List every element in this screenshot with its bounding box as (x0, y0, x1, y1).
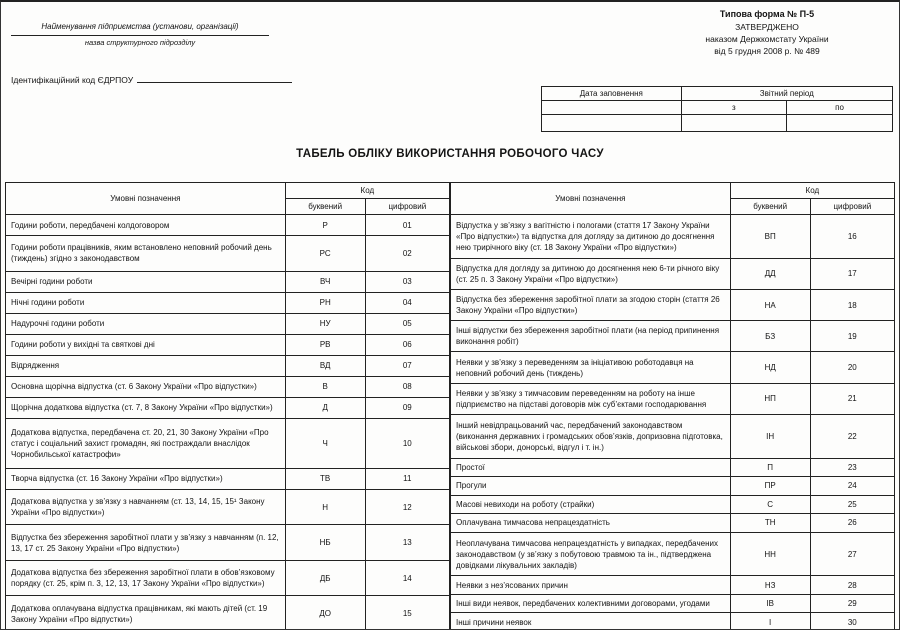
legend-row (6, 271, 450, 292)
designation-label: Вечірні години роботи (6, 271, 286, 292)
approved-order: наказом Держкомстату України (705, 34, 829, 44)
legend-row (451, 321, 895, 352)
approval-block (643, 8, 891, 57)
numeric-code: 21 (810, 383, 894, 414)
legend-row (451, 215, 895, 259)
numeric-code: 20 (810, 352, 894, 383)
code-header: Код (285, 183, 449, 199)
designation-label: Додаткова відпустка, передбачена ст. 20, 21, 30 Закону України «Про статус і соціальний захист громадян, які постраждали внаслідок Чорнобильської катастрофи» (6, 418, 286, 468)
legend-row (451, 477, 895, 495)
fill-date-header: Дата заповнення (542, 87, 682, 101)
numeric-code: 28 (810, 576, 894, 594)
numeric-code: 29 (810, 594, 894, 612)
legend-row (451, 383, 895, 414)
legend-row (451, 514, 895, 532)
numeric-code-header: цифровий (810, 199, 894, 215)
designation-label: Надурочні години роботи (6, 313, 286, 334)
numeric-code: 27 (810, 532, 894, 576)
legend-row (6, 236, 450, 272)
letter-code: ДД (730, 258, 810, 289)
numeric-code: 08 (365, 376, 449, 397)
numeric-code: 06 (365, 334, 449, 355)
letter-code: В (285, 376, 365, 397)
legend-row (6, 292, 450, 313)
legend-row (451, 594, 895, 612)
letter-code: НА (730, 290, 810, 321)
numeric-code: 19 (810, 321, 894, 352)
letter-code: Н (285, 489, 365, 525)
designations-header: Умовні позначення (6, 183, 286, 215)
numeric-code-header: цифровий (365, 199, 449, 215)
designation-label: Додаткова відпустка без збереження заробітної плати в обов’язковому порядку (ст. 25, крім п. 3, 12, 13, 17 Закону України «Про відпустки») (6, 560, 286, 596)
designation-label: Відпустка для догляду за дитиною до досягнення нею 6-ти річного віку (ст. 25 п. 3 Закону України «Про відпустки») (451, 258, 731, 289)
report-period-header: Звітний період (681, 87, 892, 101)
numeric-code: 11 (365, 468, 449, 489)
designation-label: Творча відпустка (ст. 16 Закону України «Про відпустки») (6, 468, 286, 489)
numeric-code: 16 (810, 215, 894, 259)
legend-row (451, 458, 895, 476)
numeric-code: 05 (365, 313, 449, 334)
legend-row (6, 355, 450, 376)
designation-label: Неявки у зв’язку з тимчасовим переведенням на роботу на інше підприємство на підставі договорів між суб’єктами господарювання (451, 383, 731, 414)
form-number: Типова форма № П-5 (719, 9, 815, 19)
letter-code: ВЧ (285, 271, 365, 292)
letter-code: НН (730, 532, 810, 576)
report-period-table (541, 86, 893, 132)
letter-code: ТН (730, 514, 810, 532)
numeric-code: 25 (810, 495, 894, 513)
designation-label: Масові невиходи на роботу (страйки) (451, 495, 731, 513)
designation-label: Додаткова оплачувана відпустка працівникам, які мають дітей (ст. 19 Закону України «Про відпустки») (6, 596, 286, 630)
letter-code: С (730, 495, 810, 513)
document-title: ТАБЕЛЬ ОБЛІКУ ВИКОРИСТАННЯ РОБОЧОГО ЧАСУ (296, 148, 604, 160)
letter-code: І (730, 613, 810, 630)
letter-code: РН (285, 292, 365, 313)
letter-code: РВ (285, 334, 365, 355)
designation-label: Оплачувана тимчасова непрацездатність (451, 514, 731, 532)
letter-code: БЗ (730, 321, 810, 352)
legend-row (451, 576, 895, 594)
legend-row (6, 560, 450, 596)
legend-row (451, 290, 895, 321)
legend-row (451, 495, 895, 513)
approved-date: від 5 грудня 2008 р. № 489 (714, 46, 820, 56)
designation-label: Години роботи працівників, яким встановлено неповний робочий день (тиждень) згідно з законодавством (6, 236, 286, 272)
legend-row (6, 376, 450, 397)
designation-label: Відпустка без збереження заробітної плати за згодою сторін (стаття 26 Закону України «Про відпустки») (451, 290, 731, 321)
legend-table-left (5, 182, 450, 630)
letter-code: ПР (730, 477, 810, 495)
numeric-code: 09 (365, 397, 449, 418)
designation-label: Прогули (451, 477, 731, 495)
legend-row (451, 258, 895, 289)
legend-row (6, 334, 450, 355)
numeric-code: 15 (365, 596, 449, 630)
designation-label: Інший невідпрацьований час, передбачений законодавством (виконання державних і громадських обов’язків, допризовна підготовка, військові збори, донорські, відгул і т. ін.) (451, 414, 731, 458)
letter-code: НД (730, 352, 810, 383)
numeric-code: 01 (365, 215, 449, 236)
designation-label: Основна щорічна відпустка (ст. 6 Закону України «Про відпустки») (6, 376, 286, 397)
designation-label: Години роботи, передбачені колдоговором (6, 215, 286, 236)
legend-table-right (450, 182, 895, 630)
numeric-code: 07 (365, 355, 449, 376)
legend-row (451, 613, 895, 630)
period-to-label: по (787, 101, 893, 115)
legend-row (451, 532, 895, 576)
letter-code: П (730, 458, 810, 476)
numeric-code: 18 (810, 290, 894, 321)
letter-code: НБ (285, 525, 365, 561)
period-from-blank-cell[interactable] (681, 115, 786, 132)
designations-header: Умовні позначення (451, 183, 731, 215)
designation-label: Додаткова відпустка у зв’язку з навчанням (ст. 13, 14, 15, 15¹ Закону України «Про відпустки») (6, 489, 286, 525)
legend-row (6, 313, 450, 334)
letter-code-header: буквений (730, 199, 810, 215)
edrpou-fill-line[interactable] (137, 73, 292, 83)
designation-label: Відпустка у зв’язку з вагітністю і пологами (стаття 17 Закону України «Про відпустки») та відпустка для догляду за дитиною до досягнення нею трирічного віку (ст. 18 Закону України «Про відпустки») (451, 215, 731, 259)
legend-row (6, 215, 450, 236)
numeric-code: 02 (365, 236, 449, 272)
legend-row (6, 596, 450, 630)
letter-code: НП (730, 383, 810, 414)
edrpou-label: Ідентифікаційний код ЄДРПОУ (11, 75, 134, 85)
legend-row (6, 489, 450, 525)
period-from-label: з (681, 101, 786, 115)
legend-row (451, 414, 895, 458)
letter-code: ДБ (285, 560, 365, 596)
letter-code: ІВ (730, 594, 810, 612)
legend-row (6, 418, 450, 468)
numeric-code: 26 (810, 514, 894, 532)
designation-label: Простої (451, 458, 731, 476)
fill-date-blank-cell[interactable] (542, 115, 682, 132)
letter-code: НУ (285, 313, 365, 334)
letter-code: Р (285, 215, 365, 236)
numeric-code: 12 (365, 489, 449, 525)
letter-code: Д (285, 397, 365, 418)
designation-label: Інші відпустки без збереження заробітної плати (на період припинення виконання робіт) (451, 321, 731, 352)
letter-code: НЗ (730, 576, 810, 594)
letter-code-header: буквений (285, 199, 365, 215)
designation-label: Години роботи у вихідні та святкові дні (6, 334, 286, 355)
legend-tables (5, 182, 895, 630)
letter-code: ВП (730, 215, 810, 259)
designation-label: Неявки з нез’ясованих причин (451, 576, 731, 594)
letter-code: ТВ (285, 468, 365, 489)
letter-code: ІН (730, 414, 810, 458)
designation-label: Неоплачувана тимчасова непрацездатність у випадках, передбачених законодавством (у зв’язку з побутовою травмою та ін., підтверджена довідками лікувальних закладів) (451, 532, 731, 576)
numeric-code: 13 (365, 525, 449, 561)
numeric-code: 23 (810, 458, 894, 476)
designation-label: Неявки у зв’язку з переведенням за ініціативою роботодавця на неповний робочий день (тиждень) (451, 352, 731, 383)
legend-row (6, 397, 450, 418)
letter-code: ВД (285, 355, 365, 376)
company-header (11, 22, 269, 47)
numeric-code: 03 (365, 271, 449, 292)
division-label: назва структурного підрозділу (84, 38, 196, 47)
legend-row (451, 352, 895, 383)
numeric-code: 04 (365, 292, 449, 313)
letter-code: Ч (285, 418, 365, 468)
code-header: Код (730, 183, 894, 199)
period-to-blank-cell[interactable] (787, 115, 893, 132)
numeric-code: 30 (810, 613, 894, 630)
fill-date-cell[interactable] (542, 101, 682, 115)
designation-label: Відрядження (6, 355, 286, 376)
designation-label: Інші причини неявок (451, 613, 731, 630)
company-name-label: Найменування підприємства (установи, організації) (41, 22, 239, 31)
numeric-code: 17 (810, 258, 894, 289)
approved-label: ЗАТВЕРДЖЕНО (735, 22, 799, 32)
designation-label: Інші види неявок, передбачених колективними договорами, угодами (451, 594, 731, 612)
letter-code: ДО (285, 596, 365, 630)
designation-label: Щорічна додаткова відпустка (ст. 7, 8 Закону України «Про відпустки») (6, 397, 286, 418)
numeric-code: 10 (365, 418, 449, 468)
legend-row (6, 468, 450, 489)
letter-code: РС (285, 236, 365, 272)
numeric-code: 22 (810, 414, 894, 458)
numeric-code: 24 (810, 477, 894, 495)
legend-row (6, 525, 450, 561)
designation-label: Відпустка без збереження заробітної плати у зв’язку з навчанням (п. 12, 13, 17 ст. 25 Закону України «Про відпустки») (6, 525, 286, 561)
numeric-code: 14 (365, 560, 449, 596)
designation-label: Нічні години роботи (6, 292, 286, 313)
edrpou-row (11, 73, 292, 85)
